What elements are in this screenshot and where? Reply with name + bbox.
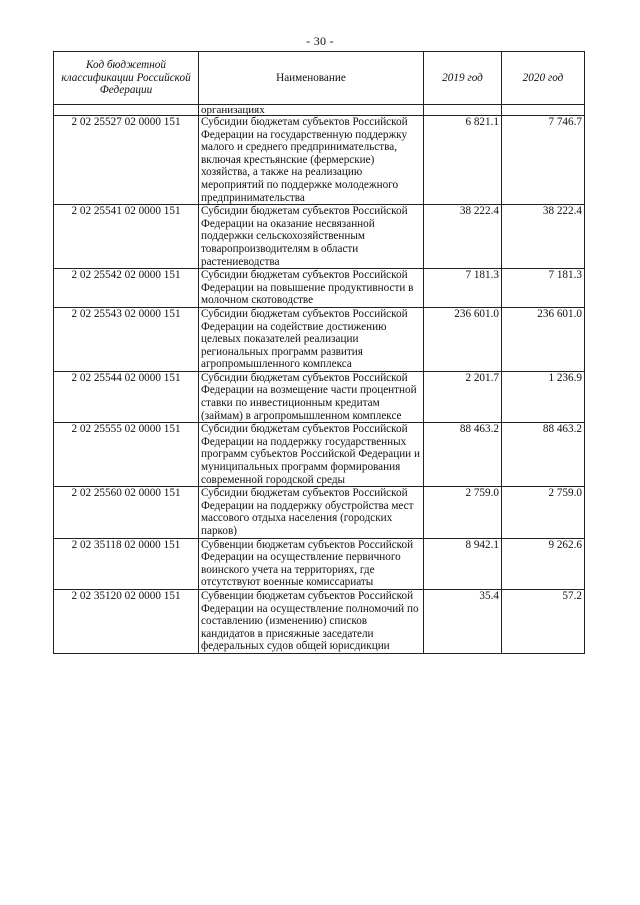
- table-header: [54, 52, 585, 105]
- item-name: Субвенции бюджетам субъектов Российской Федерации на осуществление полномочий по составлению (изменению) списков кандидатов в присяжные заседатели федеральных судов общей юрисдикции: [199, 589, 424, 653]
- item-name: Субвенции бюджетам субъектов Российской Федерации на осуществление первичного воинского учета на территориях, где отсутствуют военные комиссариаты: [199, 538, 424, 589]
- table-row: [54, 423, 585, 487]
- budget-code: 2 02 25543 02 0000 151: [54, 307, 199, 371]
- table-row: [54, 269, 585, 308]
- budget-code: 2 02 25560 02 0000 151: [54, 487, 199, 538]
- amount-2020: 9 262.6: [502, 538, 585, 589]
- table-row: [54, 538, 585, 589]
- table-row: [54, 307, 585, 371]
- amount-2020: 7 181.3: [502, 269, 585, 308]
- amount-2020: 38 222.4: [502, 205, 585, 269]
- amount-2020: 7 746.7: [502, 116, 585, 205]
- amount-2019: 7 181.3: [424, 269, 502, 308]
- amount-2019: 2 201.7: [424, 371, 502, 422]
- continuation-code-cell: [54, 105, 199, 116]
- amount-2020: 88 463.2: [502, 423, 585, 487]
- header-row: [54, 52, 585, 105]
- budget-code: 2 02 35118 02 0000 151: [54, 538, 199, 589]
- table-row: [54, 371, 585, 422]
- item-name: Субсидии бюджетам субъектов Российской Федерации на содействие достижению целевых показателей реализации региональных программ развития агропромышленного комплекса: [199, 307, 424, 371]
- header-code: Код бюджетной классификации Российской Федерации: [54, 52, 199, 105]
- item-name: Субсидии бюджетам субъектов Российской Федерации на поддержку государственных программ субъектов Российской Федерации и муниципальных программ формирования современной городской среды: [199, 423, 424, 487]
- table-row: [54, 205, 585, 269]
- table-body: [54, 105, 585, 654]
- page-number: - 30 -: [306, 34, 334, 48]
- budget-code: 2 02 35120 02 0000 151: [54, 589, 199, 653]
- item-name: Субсидии бюджетам субъектов Российской Федерации на повышение продуктивности в молочном скотоводстве: [199, 269, 424, 308]
- budget-code: 2 02 25555 02 0000 151: [54, 423, 199, 487]
- amount-2019: 88 463.2: [424, 423, 502, 487]
- amount-2019: 38 222.4: [424, 205, 502, 269]
- continuation-2019-cell: [424, 105, 502, 116]
- continuation-row: [54, 105, 585, 116]
- budget-code: 2 02 25527 02 0000 151: [54, 116, 199, 205]
- amount-2019: 8 942.1: [424, 538, 502, 589]
- amount-2019: 2 759.0: [424, 487, 502, 538]
- table-row: [54, 487, 585, 538]
- budget-code: 2 02 25542 02 0000 151: [54, 269, 199, 308]
- budget-code: 2 02 25544 02 0000 151: [54, 371, 199, 422]
- item-name: Субсидии бюджетам субъектов Российской Федерации на поддержку обустройства мест массового отдыха населения (городских парков): [199, 487, 424, 538]
- table-row: [54, 116, 585, 205]
- amount-2020: 57.2: [502, 589, 585, 653]
- amount-2020: 236 601.0: [502, 307, 585, 371]
- amount-2020: 2 759.0: [502, 487, 585, 538]
- amount-2020: 1 236.9: [502, 371, 585, 422]
- amount-2019: 35.4: [424, 589, 502, 653]
- item-name: Субсидии бюджетам субъектов Российской Федерации на государственную поддержку малого и среднего предпринимательства, включая крестьянские (фермерские) хозяйства, а также на реализацию мероприятий по поддержке молодежного предпринимательства: [199, 116, 424, 205]
- budget-code: 2 02 25541 02 0000 151: [54, 205, 199, 269]
- item-name: Субсидии бюджетам субъектов Российской Федерации на возмещение части процентной ставки по инвестиционным кредитам (займам) в агропромышленном комплексе: [199, 371, 424, 422]
- amount-2019: 236 601.0: [424, 307, 502, 371]
- header-2020: 2020 год: [502, 52, 585, 105]
- continuation-name: организациях: [199, 105, 424, 116]
- header-name: Наименование: [199, 52, 424, 105]
- item-name: Субсидии бюджетам субъектов Российской Федерации на оказание несвязанной поддержки сельскохозяйственным товаропроизводителям в области растениеводства: [199, 205, 424, 269]
- budget-table: [53, 51, 585, 654]
- amount-2019: 6 821.1: [424, 116, 502, 205]
- table-row: [54, 589, 585, 653]
- header-2019: 2019 год: [424, 52, 502, 105]
- continuation-2020-cell: [502, 105, 585, 116]
